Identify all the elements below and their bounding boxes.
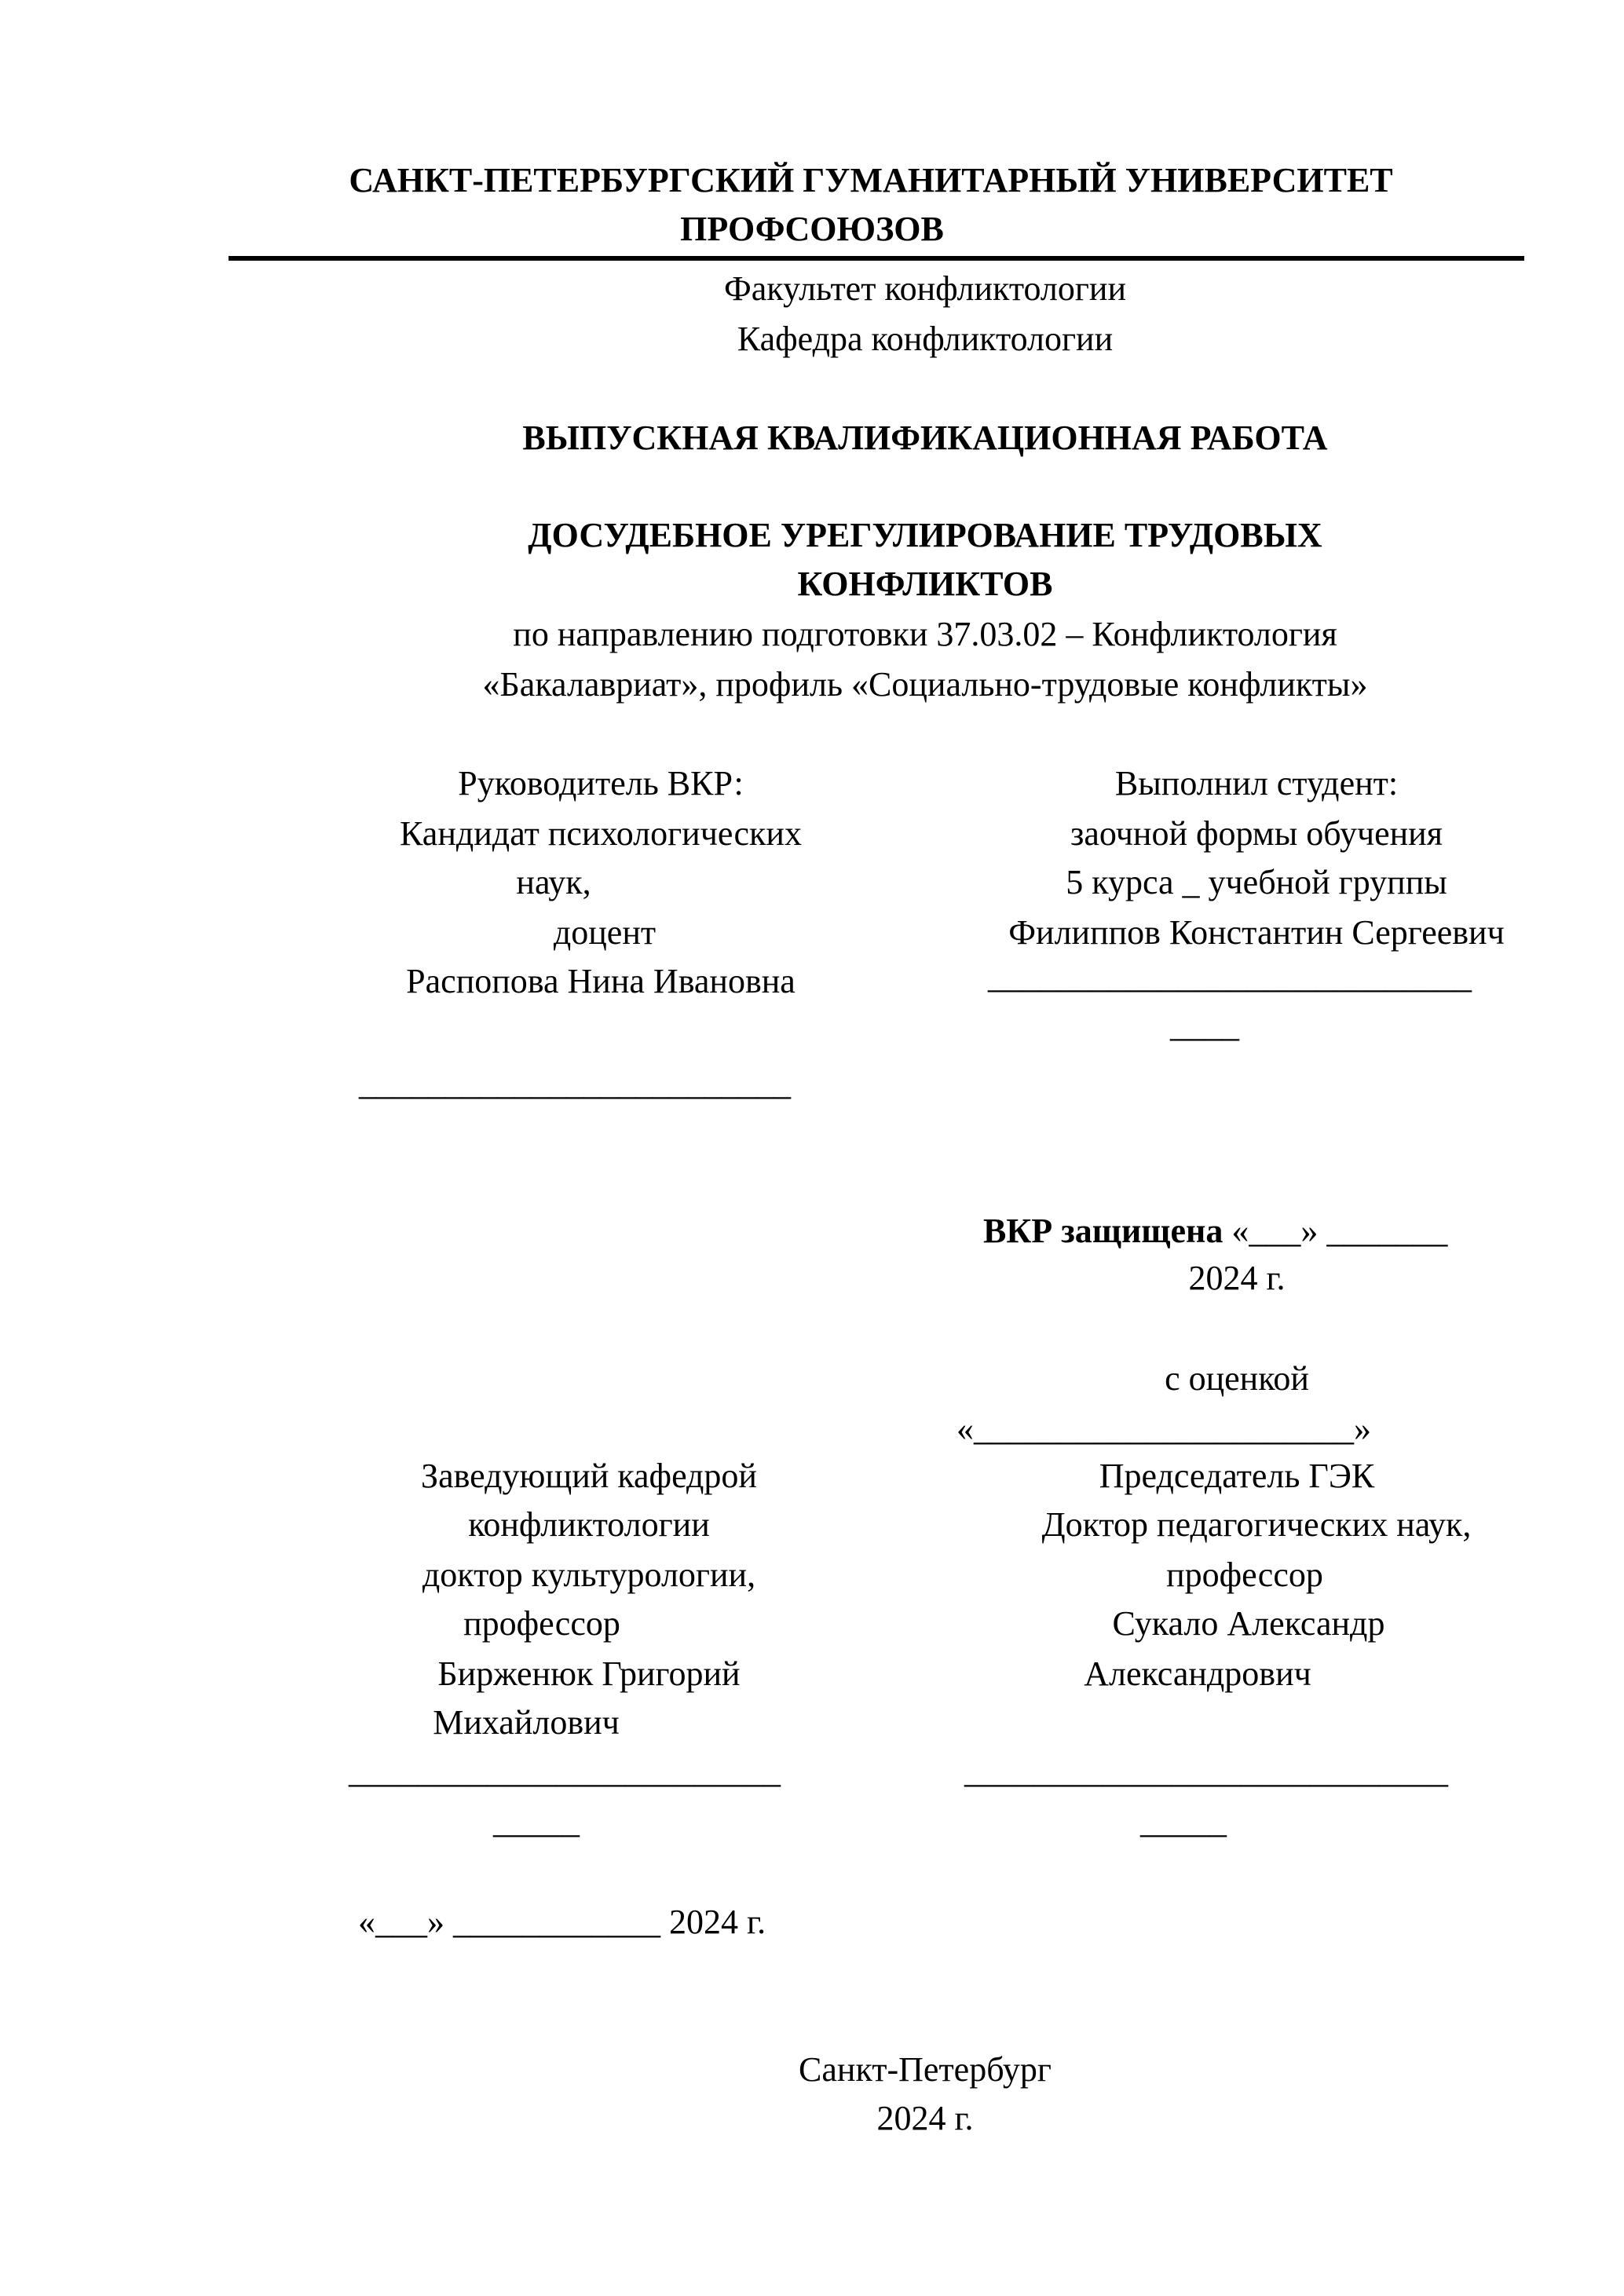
work-type: ВЫПУСКНАЯ КВАЛИФИКАЦИОННАЯ РАБОТА <box>522 419 1328 457</box>
head-signature-line2: _____ <box>493 1802 580 1841</box>
supervisor-title: доцент <box>553 913 657 952</box>
chairman-name-line2: Александрович <box>1084 1654 1311 1693</box>
work-title-line1: ДОСУДЕБНОЕ УРЕГУЛИРОВАНИЕ ТРУДОВЫХ <box>528 516 1322 554</box>
study-profile: «Бакалавриат», профиль «Социально-трудовые конфликты» <box>482 665 1368 704</box>
student-course-group: 5 курса _ учебной группы <box>1066 863 1447 901</box>
chairman-name-line1: Сукало Александр <box>1112 1604 1385 1643</box>
head-signature-line1: _________________________ <box>349 1752 781 1790</box>
supervisor-name: Распопова Нина Ивановна <box>406 962 796 1000</box>
student-label: Выполнил студент: <box>1114 764 1399 803</box>
supervisor-label: Руководитель ВКР: <box>458 764 744 803</box>
work-title-line2: КОНФЛИКТОВ <box>797 565 1053 603</box>
head-title: профессор <box>463 1604 620 1643</box>
defense-date-blank: «___» _______ <box>1223 1212 1448 1250</box>
chairman-position: Председатель ГЭК <box>1099 1457 1375 1495</box>
header-divider <box>229 256 1524 261</box>
defense-year: 2024 г. <box>1188 1259 1286 1297</box>
supervisor-degree-line2: наук, <box>516 863 591 901</box>
head-position-line2: конфликтологии <box>468 1505 710 1544</box>
student-study-form: заочной формы обучения <box>1070 814 1443 853</box>
supervisor-degree-line1: Кандидат психологических <box>400 814 802 853</box>
defense-status <box>983 1208 1447 1255</box>
footer-year: 2024 г. <box>876 2099 974 2137</box>
city: Санкт-Петербург <box>799 2050 1052 2089</box>
university-name-line1: САНКТ-ПЕТЕРБУРГСКИЙ ГУМАНИТАРНЫЙ УНИВЕРСИТЕТ <box>349 161 1393 199</box>
department-name: Кафедра конфликтологии <box>737 320 1114 358</box>
student-signature-line2: ____ <box>1170 1006 1239 1044</box>
student-name: Филиппов Константин Сергеевич <box>1008 913 1505 952</box>
faculty-name: Факультет конфликтологии <box>723 269 1126 308</box>
study-direction: по направлению подготовки 37.03.02 – Конфликтология <box>513 615 1337 653</box>
chairman-signature-line1: ____________________________ <box>964 1752 1448 1790</box>
defense-label: ВКР защищена <box>983 1212 1223 1250</box>
student-signature-line1: ____________________________ <box>988 957 1472 996</box>
university-name-line2: ПРОФСОЮЗОВ <box>680 210 944 248</box>
chairman-signature-line2: _____ <box>1140 1802 1227 1841</box>
supervisor-signature-line: _________________________ <box>359 1064 791 1102</box>
head-degree: доктор культурологии, <box>422 1556 756 1594</box>
head-signature-date: «___» ____________ 2024 г. <box>358 1903 766 1941</box>
chairman-title: профессор <box>1166 1556 1323 1594</box>
grade-label: с оценкой <box>1165 1359 1309 1398</box>
head-name-line1: Бирженюк Григорий <box>437 1654 741 1693</box>
chairman-degree: Доктор педагогических наук, <box>1041 1505 1472 1544</box>
head-position-line1: Заведующий кафедрой <box>421 1457 757 1495</box>
grade-value-blank: «______________________» <box>956 1409 1371 1448</box>
head-name-line2: Михайлович <box>433 1703 620 1742</box>
